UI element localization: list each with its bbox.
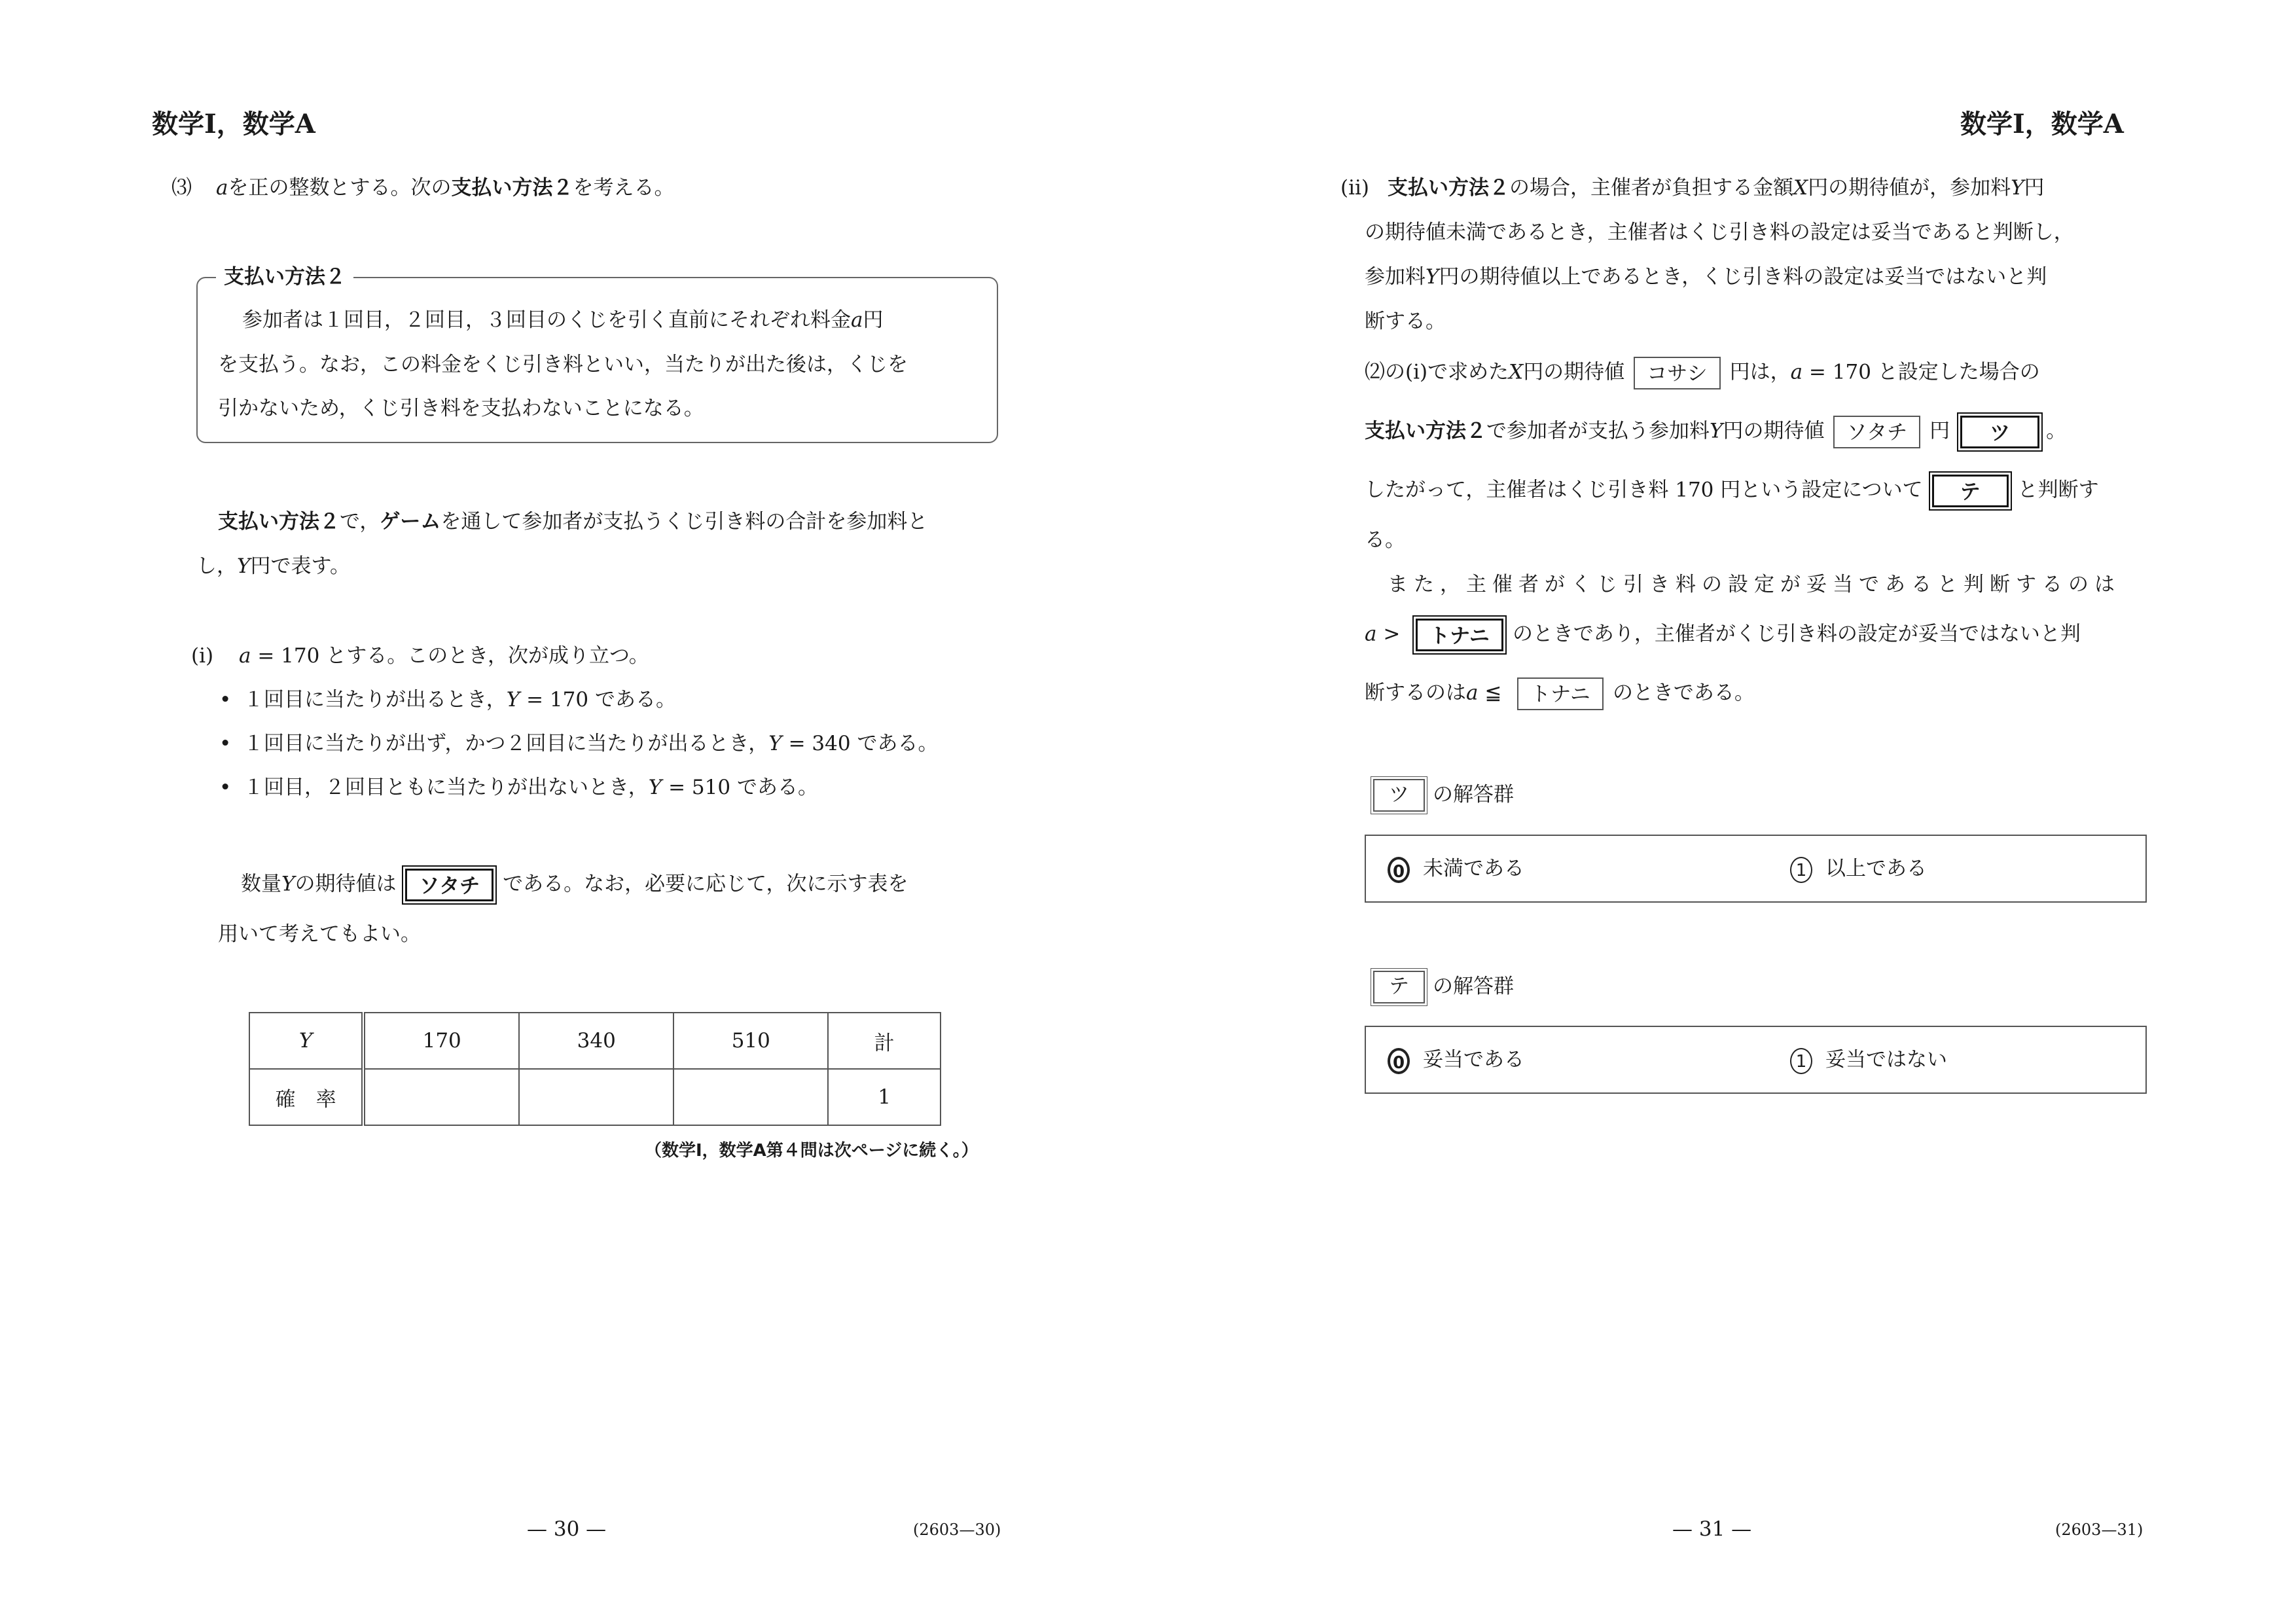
expectation-x-line [1365,357,2040,389]
sub-i-intro [239,641,649,670]
l6-unit: 円 [1929,419,1950,443]
table-row-label: 確 率 [249,1069,363,1125]
payment-method-2-title: 支払い方法２ [216,260,353,289]
text-segment: 円 [863,308,884,332]
text-segment: し， [196,554,237,578]
text-segment: = 510 である。 [662,776,818,799]
l5-post2: = 170 と設定した場合の [1803,360,2040,384]
l11-post: のときである。 [1612,681,1755,705]
table-cell-total: 1 [828,1069,941,1125]
table-header-total: 計 [828,1013,941,1069]
sub-i-number: (i) [191,644,214,668]
text-segment: X [1793,176,1808,200]
text-segment: 支払い方法２ [1388,176,1509,200]
l7-pre: したがって，主催者はくじ引き料 170 円という設定について [1365,478,1923,502]
te-label-suffix: の解答群 [1433,974,1514,998]
right-page-header: 数学Ⅰ，数学A [1960,109,2124,139]
l5-var2: a [1790,360,1803,384]
left-page-number: — 30 — [527,1517,607,1541]
answer-box-tonani: トナニ [1416,619,1503,651]
text-segment: １回目に当たりが出るとき， [243,688,507,712]
expect-var: Y [281,872,295,896]
te-option-1[interactable] [1790,1045,1947,1074]
l10-post: のときであり，主催者がくじ引き料の設定が妥当ではないと判 [1512,622,2081,646]
judgement-line [1365,475,2099,507]
text-segment: 円 [2024,176,2045,200]
te-label-box: テ [1373,971,1425,1003]
expectation-y-line [1365,416,2066,448]
answer-box-kosashi: コサシ [1634,357,1720,389]
text-segment: Y [1426,265,1439,289]
text-segment: を考える。 [573,176,675,200]
text-segment: a [216,176,228,200]
text-segment: = 340 である。 [781,732,939,755]
te-option-1-label: 妥当ではない [1825,1048,1947,1072]
text-segment: a [851,308,863,332]
answer-box-tsu: ツ [1960,416,2039,448]
right-page-number: — 31 — [1672,1517,1752,1541]
left-page-header: 数学Ⅰ，数学A [152,109,315,139]
circled-zero-icon: 0 [1388,1048,1410,1074]
tsu-choices-label [1373,779,1514,812]
expect-mid: の期待値は [295,872,397,896]
text-segment: を支払う。なお，この料金をくじ引き料といい，当たりが出た後は，くじを [218,353,908,376]
participation-fee-line-1 [218,507,927,536]
circled-one-icon: 1 [1790,1048,1812,1074]
l11-pre: 断するのは [1365,681,1466,705]
text-segment: Y [648,776,662,799]
text-segment: a [239,644,251,668]
text-segment: の期待値未満であるとき，主催者はくじ引き料の設定は妥当であると判断し， [1365,221,2074,244]
sub-ii-line-4 [1365,307,1446,336]
circled-zero-icon: 0 [1388,857,1410,883]
method-line-2 [218,350,908,379]
valid-condition-intro: また，主催者がくじ引き料の設定が妥当であると判断するのは [1388,573,2121,596]
right-page-code: (2603—31) [2055,1521,2144,1539]
probability-table [249,1012,941,1126]
table-probability-row [249,1069,941,1125]
l5-mid: 円の期待値 [1523,360,1625,384]
tsu-label-suffix: の解答群 [1433,782,1514,806]
bullet-mark: • [219,732,232,755]
sub-ii-line-3 [1365,262,2047,291]
answer-box-te: テ [1932,475,2009,507]
answer-box-tonani: トナニ [1517,677,1604,710]
expectation-line-2: 用いて考えてもよい。 [218,922,421,946]
table-header-340: 340 [519,1013,673,1069]
text-segment: 参加者は１回目，２回目，３回目のくじを引く直前にそれぞれ料金 [242,308,851,332]
text-segment: １回目に当たりが出ず，かつ２回目に当たりが出るとき， [243,732,769,755]
text-segment: Y [768,732,782,755]
l5-pre: ⑵の(i)で求めた [1365,360,1509,384]
l11-var: a [1466,681,1479,705]
expectation-line-1 [241,869,908,901]
text-segment: で， [340,510,380,533]
tsu-option-1[interactable] [1790,854,1927,883]
text-segment: 引かないため，くじ引き料を支払わないことになる。 [218,397,704,420]
text-segment: 円の期待値以上であるとき，くじ引き料の設定は妥当ではないと判 [1439,265,2047,289]
bullet-item-3 [243,773,818,802]
text-segment: = 170 である。 [520,688,676,712]
l5-post1: 円は， [1729,360,1791,384]
sub-ii-number: (ii) [1340,176,1370,200]
text-segment: Y [2011,176,2024,200]
l10-op: > [1376,622,1407,646]
l6-var: Y [1710,419,1723,443]
te-choices-label [1373,971,1514,1003]
valid-condition-line [1365,619,2081,651]
table-header-170: 170 [363,1013,519,1069]
tsu-option-0-label: 未満である [1423,857,1524,880]
continue-note: （数学Ⅰ，数学A第４問は次ページに続く。） [645,1141,978,1161]
te-option-0-label: 妥当である [1423,1048,1524,1072]
bullet-mark: • [219,776,232,799]
bullet-mark: • [219,688,232,712]
text-segment: Y [237,554,251,578]
method-line-3 [218,394,704,423]
l10-var: a [1365,622,1377,646]
tsu-option-0[interactable] [1388,854,1524,883]
table-header-y: Y [249,1013,363,1069]
l11-op: ≦ [1478,681,1509,705]
invalid-condition-line [1365,677,1755,710]
l6-mid: で参加者が支払う参加料 [1486,419,1710,443]
bullet-item-1 [243,685,676,714]
text-segment: の場合，主催者が負担する金額 [1509,176,1793,200]
l7-post: と判断す [2017,478,2099,502]
circled-one-icon: 1 [1790,857,1812,883]
participation-fee-line-2 [196,552,350,581]
tsu-label-box: ツ [1373,779,1425,812]
judgement-line-end: る。 [1365,528,1405,552]
answer-box-sotachi: ソタチ [1833,416,1920,448]
text-segment: Y [506,688,520,712]
expect-pre: 数量 [241,872,281,896]
answer-box-sotachi: ソタチ [405,869,493,901]
sub-ii-line-2 [1365,218,2074,247]
table-header-row [249,1013,941,1069]
text-segment: を通して参加者が支払うくじ引き料の合計を参加料と [440,510,928,533]
text-segment: を正の整数とする。次の [228,176,452,200]
te-option-0[interactable] [1388,1045,1524,1074]
table-cell [519,1069,673,1125]
l6-mid2: 円の期待値 [1723,419,1825,443]
q3-intro [216,173,674,202]
text-segment: 断する。 [1365,310,1446,333]
table-cell [363,1069,519,1125]
text-segment: 支払い方法２ [451,176,573,200]
text-segment: 参加料 [1365,265,1426,289]
text-segment: 支払い方法２ [218,510,340,533]
text-segment: １回目，２回目ともに当たりが出ないとき， [243,776,649,799]
l5-var: X [1509,360,1524,384]
sub-ii-line-1 [1388,173,2045,202]
method-line-1 [242,306,883,334]
left-page-code: (2603—30) [913,1521,1001,1539]
l6-bold: 支払い方法２ [1365,419,1486,443]
table-cell [673,1069,828,1125]
text-segment: 円で表す。 [250,554,350,578]
table-header-510: 510 [673,1013,828,1069]
text-segment: = 170 とする。このとき，次が成り立つ。 [251,644,649,668]
q3-number: ⑶ [171,176,192,200]
text-segment: ゲーム [380,510,441,533]
text-segment: 円の期待値が，参加料 [1808,176,2011,200]
bullet-item-2 [243,729,938,758]
l6-end: 。 [2046,419,2067,443]
tsu-option-1-label: 以上である [1825,857,1927,880]
expect-post: である。なお，必要に応じて，次に示す表を [503,872,908,896]
